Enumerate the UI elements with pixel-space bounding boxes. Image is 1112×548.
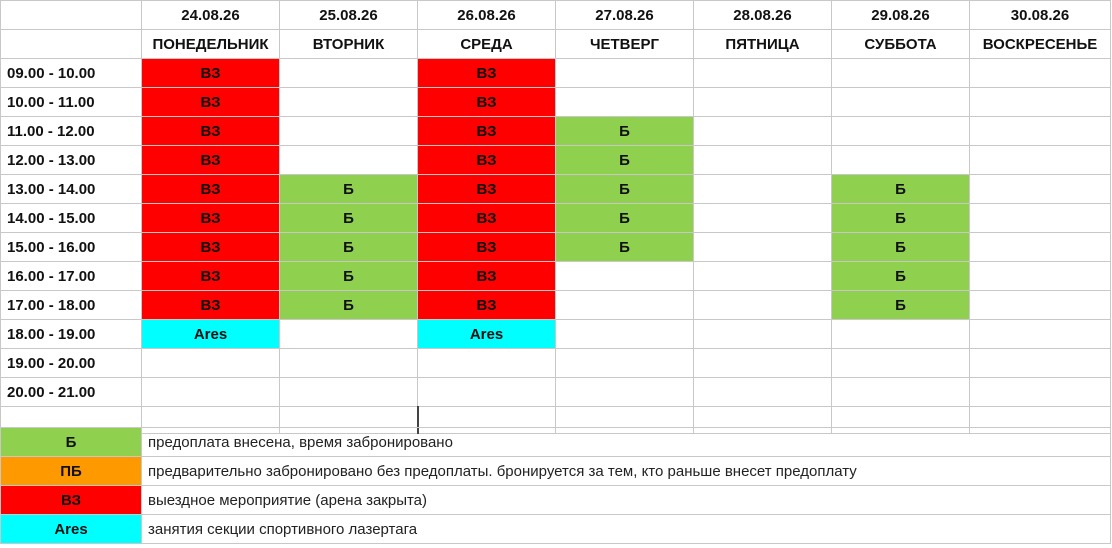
legend-row <box>1 428 1111 457</box>
booking-cell[interactable] <box>556 262 694 291</box>
day-header-cell[interactable]: ПОНЕДЕЛЬНИК <box>142 30 280 59</box>
booking-cell[interactable]: ВЗ <box>418 204 556 233</box>
booking-cell[interactable]: ВЗ <box>418 59 556 88</box>
booking-cell[interactable] <box>970 349 1111 378</box>
booking-cell[interactable] <box>418 378 556 407</box>
time-slot-row <box>1 204 1111 233</box>
booking-cell[interactable]: Б <box>280 204 418 233</box>
booking-cell[interactable] <box>556 320 694 349</box>
booking-cell[interactable]: ВЗ <box>142 59 280 88</box>
booking-cell[interactable]: Б <box>280 175 418 204</box>
time-slot-row <box>1 88 1111 117</box>
booking-cell[interactable] <box>970 204 1111 233</box>
booking-cell[interactable]: Б <box>280 291 418 320</box>
booking-cell[interactable] <box>832 88 970 117</box>
time-slot-label[interactable]: 10.00 - 11.00 <box>1 88 142 117</box>
legend-code-cell[interactable]: Б <box>1 428 142 457</box>
booking-cell[interactable] <box>694 233 832 262</box>
booking-cell[interactable]: ВЗ <box>418 117 556 146</box>
legend-row <box>1 486 1111 515</box>
time-slot-row <box>1 349 1111 378</box>
legend-row <box>1 515 1111 544</box>
time-slot-row <box>1 262 1111 291</box>
booking-cell[interactable] <box>280 117 418 146</box>
booking-cell[interactable] <box>556 291 694 320</box>
booking-cell[interactable] <box>694 378 832 407</box>
booking-cell[interactable] <box>970 320 1111 349</box>
booking-cell[interactable] <box>694 88 832 117</box>
day-header-cell[interactable]: ПЯТНИЦА <box>694 30 832 59</box>
booking-cell[interactable] <box>556 88 694 117</box>
time-slot-label[interactable]: 14.00 - 15.00 <box>1 204 142 233</box>
time-slot-label[interactable]: 19.00 - 20.00 <box>1 349 142 378</box>
date-header-row <box>1 1 1111 30</box>
booking-cell[interactable] <box>280 59 418 88</box>
legend-description-cell[interactable]: предоплата внесена, время забронировано <box>142 428 1111 457</box>
booking-cell[interactable]: Б <box>832 291 970 320</box>
time-slot-label[interactable]: 12.00 - 13.00 <box>1 146 142 175</box>
legend-row <box>1 457 1111 486</box>
booking-cell[interactable]: Б <box>556 117 694 146</box>
booking-cell[interactable]: Б <box>832 262 970 291</box>
booking-cell[interactable]: ВЗ <box>418 146 556 175</box>
date-header-cell[interactable]: 24.08.26 <box>142 1 280 30</box>
booking-cell[interactable]: Б <box>556 175 694 204</box>
time-slot-row <box>1 175 1111 204</box>
booking-cell[interactable]: Б <box>832 204 970 233</box>
time-slot-row <box>1 59 1111 88</box>
legend-description-cell[interactable]: выездное мероприятие (арена закрыта) <box>142 486 1111 515</box>
booking-cell[interactable]: ВЗ <box>142 262 280 291</box>
booking-cell[interactable]: Б <box>556 233 694 262</box>
day-header-cell[interactable]: ВТОРНИК <box>280 30 418 59</box>
booking-cell[interactable] <box>556 378 694 407</box>
time-slot-row <box>1 117 1111 146</box>
booking-cell[interactable] <box>970 146 1111 175</box>
date-header-cell[interactable]: 26.08.26 <box>418 1 556 30</box>
booking-cell[interactable] <box>832 117 970 146</box>
booking-cell[interactable] <box>694 146 832 175</box>
booking-cell[interactable] <box>556 59 694 88</box>
legend-code-cell[interactable]: Ares <box>1 515 142 544</box>
time-slot-label[interactable]: 18.00 - 19.00 <box>1 320 142 349</box>
booking-cell[interactable] <box>694 320 832 349</box>
booking-cell[interactable]: Ares <box>142 320 280 349</box>
booking-cell[interactable] <box>970 233 1111 262</box>
booking-cell[interactable] <box>832 320 970 349</box>
day-header-cell[interactable]: СУББОТА <box>832 30 970 59</box>
time-slot-label[interactable]: 09.00 - 10.00 <box>1 59 142 88</box>
booking-cell[interactable]: ВЗ <box>142 291 280 320</box>
date-header-cell[interactable]: 29.08.26 <box>832 1 970 30</box>
legend-description-cell[interactable]: занятия секции спортивного лазертага <box>142 515 1111 544</box>
booking-cell[interactable] <box>280 88 418 117</box>
booking-cell[interactable]: ВЗ <box>142 204 280 233</box>
booking-cell[interactable] <box>556 349 694 378</box>
time-slot-row <box>1 291 1111 320</box>
booking-cell[interactable] <box>832 59 970 88</box>
booking-cell[interactable] <box>832 146 970 175</box>
booking-cell[interactable] <box>694 262 832 291</box>
booking-cell[interactable] <box>970 117 1111 146</box>
booking-cell[interactable]: Ares <box>418 320 556 349</box>
time-slot-row <box>1 378 1111 407</box>
booking-cell[interactable] <box>970 59 1111 88</box>
time-slot-label[interactable]: 15.00 - 16.00 <box>1 233 142 262</box>
booking-cell[interactable]: Б <box>280 262 418 291</box>
booking-cell[interactable] <box>694 349 832 378</box>
booking-cell[interactable] <box>280 320 418 349</box>
booking-cell[interactable] <box>970 378 1111 407</box>
booking-cell[interactable]: ВЗ <box>418 175 556 204</box>
day-header-row <box>1 30 1111 59</box>
booking-cell[interactable] <box>280 378 418 407</box>
date-header-cell[interactable]: 25.08.26 <box>280 1 418 30</box>
booking-cell[interactable] <box>280 146 418 175</box>
booking-cell[interactable]: ВЗ <box>142 146 280 175</box>
booking-cell[interactable]: ВЗ <box>142 233 280 262</box>
time-slot-row <box>1 146 1111 175</box>
booking-cell[interactable] <box>694 59 832 88</box>
booking-cell[interactable]: ВЗ <box>418 262 556 291</box>
booking-cell[interactable] <box>970 175 1111 204</box>
time-slot-label[interactable]: 16.00 - 17.00 <box>1 262 142 291</box>
booking-cell[interactable] <box>280 349 418 378</box>
booking-cell[interactable]: ВЗ <box>418 233 556 262</box>
day-header-cell[interactable]: СРЕДА <box>418 30 556 59</box>
legend-description-cell[interactable]: предварительно забронировано без предоплаты. бронируется за тем, кто раньше внесет предоплату <box>142 457 1111 486</box>
date-header-cell[interactable]: 30.08.26 <box>970 1 1111 30</box>
date-header-cell[interactable]: 27.08.26 <box>556 1 694 30</box>
booking-cell[interactable]: ВЗ <box>142 175 280 204</box>
booking-cell[interactable] <box>970 291 1111 320</box>
day-header-cell[interactable]: ЧЕТВЕРГ <box>556 30 694 59</box>
booking-cell[interactable] <box>694 204 832 233</box>
booking-cell[interactable]: ВЗ <box>142 88 280 117</box>
booking-cell[interactable]: Б <box>832 233 970 262</box>
booking-cell[interactable] <box>694 175 832 204</box>
legend-code-cell[interactable]: ПБ <box>1 457 142 486</box>
booking-cell[interactable] <box>142 349 280 378</box>
booking-cell[interactable] <box>418 349 556 378</box>
booking-cell[interactable] <box>694 117 832 146</box>
booking-cell[interactable]: Б <box>832 175 970 204</box>
legend-code-cell[interactable]: ВЗ <box>1 486 142 515</box>
booking-cell[interactable]: ВЗ <box>142 117 280 146</box>
corner-cell[interactable] <box>1 30 142 59</box>
time-slot-label[interactable]: 11.00 - 12.00 <box>1 117 142 146</box>
time-slot-row <box>1 233 1111 262</box>
time-slot-label[interactable]: 20.00 - 21.00 <box>1 378 142 407</box>
booking-cell[interactable] <box>970 262 1111 291</box>
booking-cell[interactable]: Б <box>280 233 418 262</box>
booking-cell[interactable]: ВЗ <box>418 291 556 320</box>
date-header-cell[interactable]: 28.08.26 <box>694 1 832 30</box>
legend-table <box>0 427 1111 544</box>
day-header-cell[interactable]: ВОСКРЕСЕНЬЕ <box>970 30 1111 59</box>
booking-cell[interactable]: Б <box>556 204 694 233</box>
time-slot-label[interactable]: 17.00 - 18.00 <box>1 291 142 320</box>
booking-cell[interactable]: ВЗ <box>418 88 556 117</box>
time-slot-row <box>1 320 1111 349</box>
booking-cell[interactable] <box>970 88 1111 117</box>
corner-cell[interactable] <box>1 1 142 30</box>
booking-cell[interactable] <box>832 378 970 407</box>
booking-cell[interactable] <box>832 349 970 378</box>
time-slot-label[interactable]: 13.00 - 14.00 <box>1 175 142 204</box>
booking-cell[interactable] <box>694 291 832 320</box>
booking-cell[interactable]: Б <box>556 146 694 175</box>
booking-cell[interactable] <box>142 378 280 407</box>
